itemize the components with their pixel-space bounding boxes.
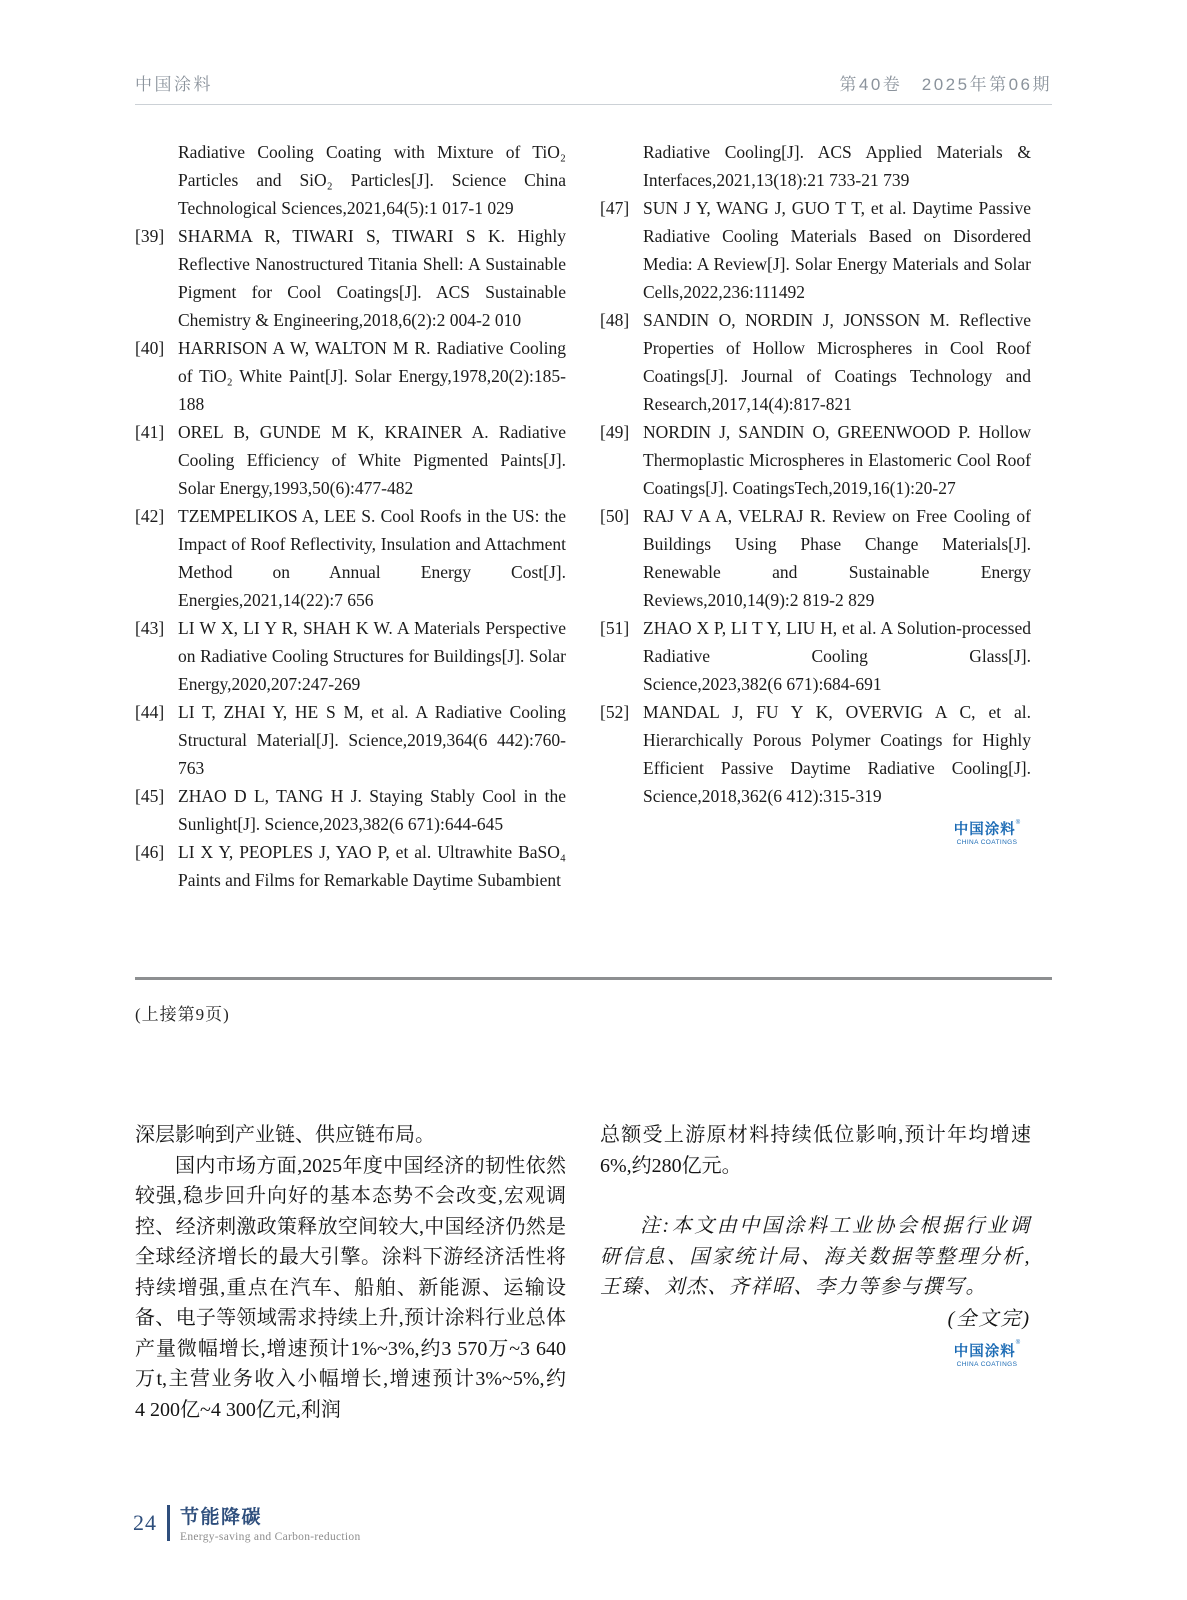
paragraph: 国内市场方面,2025年度中国经济的韧性依然较强,稳步回升向好的基本态势不会改变,宏观调控、经济刺激政策释放空间较大,中国经济仍然是全球经济增长的最大引擎。涂料下游经济活性将持续增强,重点在汽车、船舶、新能源、运输设备、电子等领域需求持续上升,预计涂料行业总体产量微幅增长,增速预计1%~3%,约3 570万~3 640万t,主营业务收入小幅增长,增速预计3%~5%,约4 200亿~4 300亿元,利润	[135, 1154, 566, 1421]
continued-from-note: (上接第9页)	[135, 1005, 230, 1024]
article-column-left	[135, 1120, 566, 1425]
section-title-cn: 节能降碳	[180, 1507, 263, 1528]
reference-number: [51]	[600, 618, 630, 638]
reference-item	[135, 502, 566, 614]
reference-text: ZHAO X P, LI T Y, LIU H, et al. A Solution-processed Radiative Cooling Glass[J]. Science,2023,382(6 671):684-691	[643, 618, 1031, 694]
logo-wordmark: 中国涂料	[953, 1344, 1016, 1360]
reference-text: ZHAO D L, TANG H J. Staying Stably Cool in the Sunlight[J]. Science,2023,382(6 671):644-645	[178, 786, 566, 834]
china-coatings-logo	[945, 820, 1029, 846]
reference-number: [49]	[600, 422, 630, 442]
issue-info: 第40卷 2025年第06期	[839, 75, 1052, 94]
reference-item	[135, 838, 566, 894]
reference-text: MANDAL J, FU Y K, OVERVIG A C, et al. Hierarchically Porous Polymer Coatings for Highly Efficient Passive Daytime Radiative Cooling[J]. Science,2018,362(6 412):315-319	[643, 702, 1031, 806]
reference-text: SANDIN O, NORDIN J, JONSSON M. Reflective Properties of Hollow Microspheres in Cool Roof Coatings[J]. Journal of Coatings Technology and Research,2017,14(4):817-821	[643, 310, 1031, 414]
reference-number: [46]	[135, 842, 165, 862]
reference-number: [50]	[600, 506, 630, 526]
reference-item	[135, 782, 566, 838]
reference-number: [52]	[600, 702, 630, 722]
reference-number: [47]	[600, 198, 630, 218]
reference-number: [39]	[135, 226, 165, 246]
reference-text: LI T, ZHAI Y, HE S M, et al. A Radiative Cooling Structural Material[J]. Science,2019,364(6 442):760-763	[178, 702, 566, 778]
logo-subtitle: CHINA COATINGS	[956, 838, 1018, 846]
reference-item	[135, 418, 566, 502]
reference-item	[600, 502, 1031, 614]
reference-item	[600, 138, 1031, 194]
reference-text: Radiative Cooling[J]. ACS Applied Materials & Interfaces,2021,13(18):21 733-21 739	[643, 142, 1031, 190]
reference-item	[600, 698, 1031, 810]
logo-wordmark: 中国涂料	[953, 822, 1016, 838]
paragraph: 深层影响到产业链、供应链布局。	[135, 1124, 435, 1146]
references-column-right	[600, 138, 1031, 894]
reference-item	[135, 614, 566, 698]
footer-section-title	[180, 1502, 361, 1543]
section-title-en: Energy-saving and Carbon-reduction	[180, 1531, 361, 1543]
reference-item	[600, 306, 1031, 418]
reference-item	[135, 698, 566, 782]
reference-item	[600, 614, 1031, 698]
china-coatings-logo	[945, 1340, 1029, 1369]
article-column-right	[600, 1120, 1031, 1425]
references-section	[135, 138, 1031, 894]
article-continuation	[135, 1120, 1031, 1425]
reference-item	[600, 418, 1031, 502]
references-list-right	[600, 138, 1031, 810]
reference-number	[135, 138, 178, 222]
reference-number: [43]	[135, 618, 165, 638]
reference-number: [45]	[135, 786, 165, 806]
article-right-paragraphs	[600, 1120, 1031, 1303]
reference-text: SHARMA R, TIWARI S, TIWARI S K. Highly Reflective Nanostructured Titania Shell: A Sustainable Pigment for Cool Coatings[J]. ACS Sustainable Chemistry & Engineering,2018,6(2):2 004-2 010	[178, 226, 566, 330]
section-divider	[135, 977, 1052, 980]
reference-text: OREL B, GUNDE M K, KRAINER A. Radiative Cooling Efficiency of White Pigmented Paints[J]. Solar Energy,1993,50(6):477-482	[178, 422, 566, 498]
end-of-article-mark: (全文完)	[947, 1307, 1031, 1330]
page-header	[135, 70, 1052, 105]
reference-number: [48]	[600, 310, 630, 330]
reference-item	[600, 194, 1031, 306]
reference-item	[135, 138, 566, 222]
reference-text: Radiative Cooling Coating with Mixture of TiO₂ Particles and SiO₂ Particles[J]. Science China Technological Sciences,2021,64(5):1 017-1 029	[178, 142, 566, 218]
paragraph: 注:本文由中国涂料工业协会根据行业调研信息、国家统计局、海关数据等整理分析,王臻、刘杰、齐祥昭、李力等参与撰写。	[600, 1215, 1031, 1298]
reference-item	[135, 334, 566, 418]
logo-subtitle: CHINA COATINGS	[956, 1361, 1018, 1368]
reference-text: RAJ V A A, VELRAJ R. Review on Free Cooling of Buildings Using Phase Change Materials[J]. Renewable and Sustainable Energy Reviews,2010,14(9):2 819-2 829	[643, 506, 1031, 610]
footer-divider-bar	[167, 1505, 170, 1541]
registered-mark-icon: ®	[1015, 1340, 1021, 1346]
page-footer	[133, 1502, 361, 1543]
reference-text: LI W X, LI Y R, SHAH K W. A Materials Perspective on Radiative Cooling Structures for Buildings[J]. Solar Energy,2020,207:247-269	[178, 618, 566, 694]
reference-number: [44]	[135, 702, 165, 722]
journal-name: 中国涂料	[135, 75, 213, 94]
registered-mark-icon: ®	[1015, 820, 1021, 826]
reference-text: LI X Y, PEOPLES J, YAO P, et al. Ultrawhite BaSO₄ Paints and Films for Remarkable Daytime Subambient	[178, 842, 566, 890]
reference-text: NORDIN J, SANDIN O, GREENWOOD P. Hollow Thermoplastic Microspheres in Elastomeric Cool Roof Coatings[J]. CoatingsTech,2019,16(1):20-27	[643, 422, 1031, 498]
reference-text: TZEMPELIKOS A, LEE S. Cool Roofs in the US: the Impact of Roof Reflectivity, Insulation and Attachment Method on Annual Energy Cost[J]. Energies,2021,14(22):7 656	[178, 506, 566, 610]
reference-item	[135, 222, 566, 334]
page-number: 24	[133, 1509, 157, 1535]
reference-number	[600, 138, 643, 194]
reference-text: SUN J Y, WANG J, GUO T T, et al. Daytime Passive Radiative Cooling Materials Based on Disordered Media: A Review[J]. Solar Energy Materials and Solar Cells,2022,236:111492	[643, 198, 1031, 302]
reference-number: [42]	[135, 506, 165, 526]
paragraph: 总额受上游原材料持续低位影响,预计年均增速6%,约280亿元。	[600, 1124, 1031, 1177]
reference-text: HARRISON A W, WALTON M R. Radiative Cooling of TiO₂ White Paint[J]. Solar Energy,1978,20(2):185-188	[178, 338, 566, 414]
reference-number: [40]	[135, 338, 165, 358]
reference-number: [41]	[135, 422, 165, 442]
references-column-left	[135, 138, 566, 894]
